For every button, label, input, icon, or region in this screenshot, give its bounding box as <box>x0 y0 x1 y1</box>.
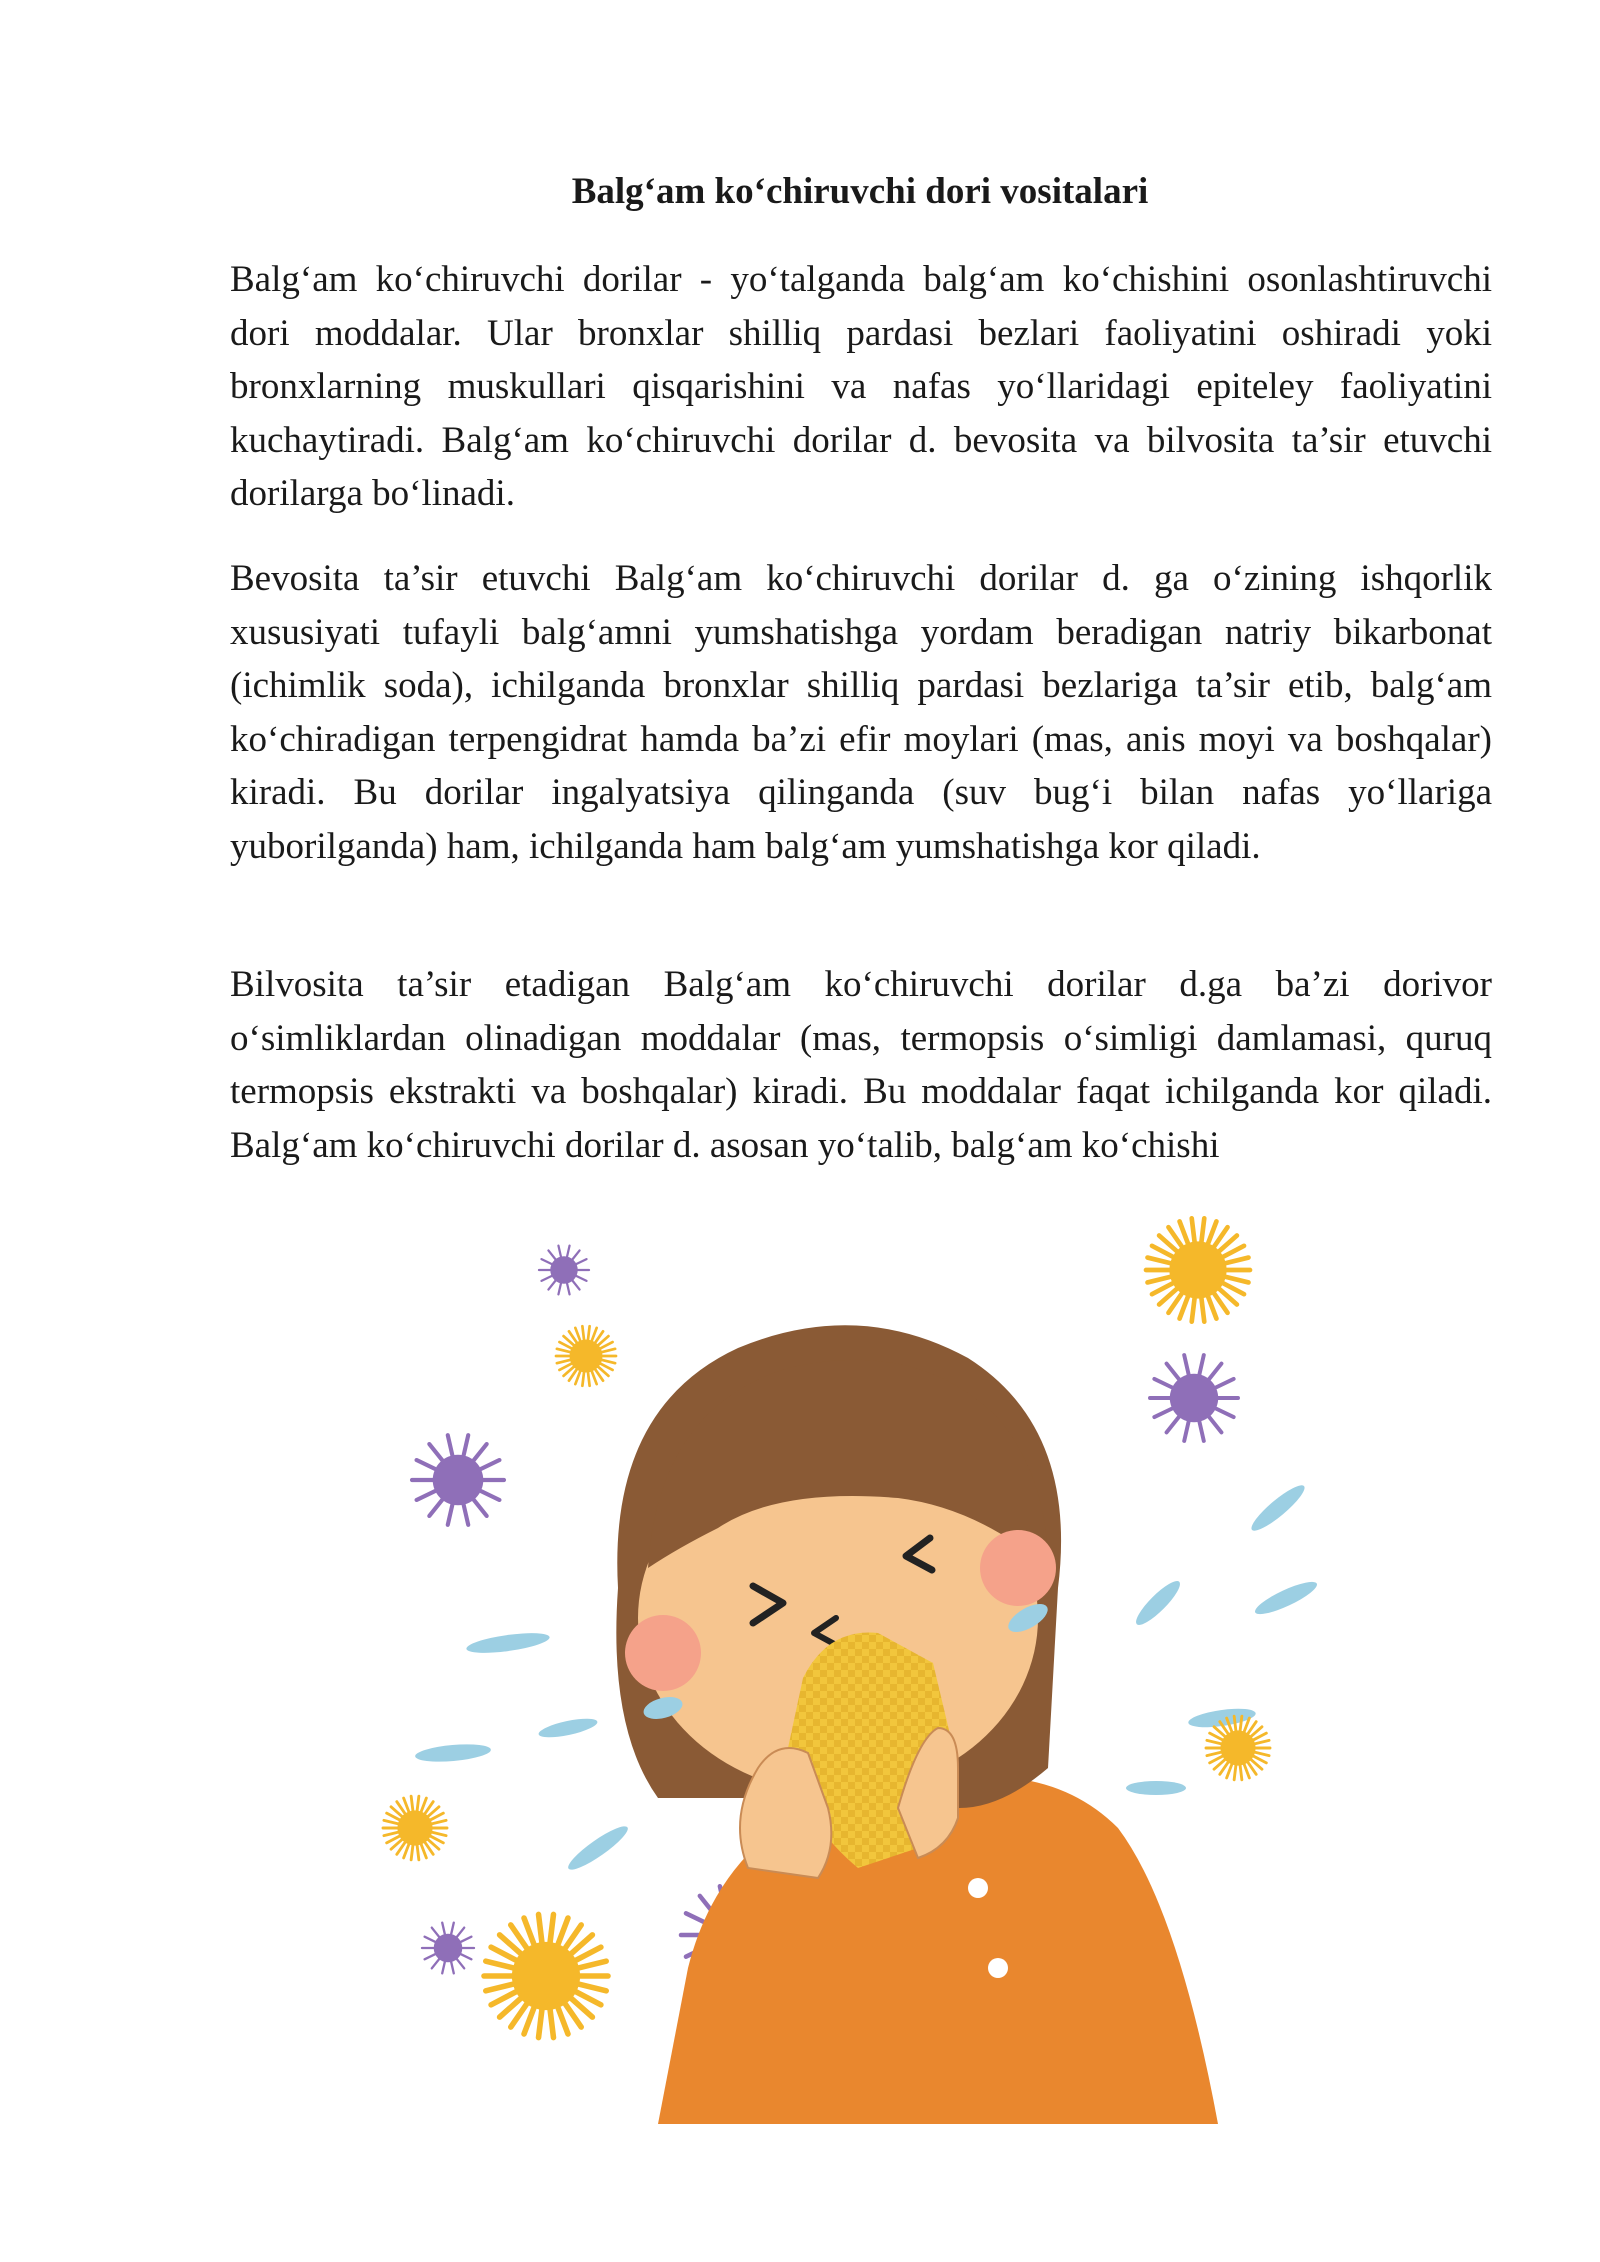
paragraph-2: Bevosita ta’sir etuvchi Balg‘am ko‘chiruvchi dorilar d. ga o‘zining ishqorlik xususiyati tufayli balg‘amni yumshatishga yordam beradigan natriy bikarbonat (ichimlik soda), ichilganda bronxlar shilliq pardasi bezlariga ta’sir etib, balg‘am ko‘chiradigan terpengidrat hamda ba’zi efir moylari (mas, anis moyi va boshqalar) kiradi. Bu dorilar ingalyatsiya qilinganda (suv bug‘i bilan nafas yo‘llariga yuborilganda) ham, ichilganda ham balg‘am yumshatishga kor qiladi. <box>230 558 1492 867</box>
coughing-girl-illustration <box>358 1208 1342 2124</box>
pollen-particle <box>484 1914 608 2037</box>
droplet <box>1247 1480 1309 1536</box>
virus-particle <box>422 1923 474 1974</box>
blush-left <box>625 1615 701 1691</box>
virus-particle <box>1150 1355 1238 1441</box>
shirt-button <box>968 1878 988 1898</box>
pollen-particle <box>1146 1218 1250 1321</box>
droplet <box>564 1821 632 1875</box>
document-title: Balg‘am ko‘chiruvchi dori vositalari <box>571 171 1149 212</box>
paragraph-1: Balg‘am ko‘chiruvchi dorilar - yo‘talganda balg‘am ko‘chishini osonlashtiruvchi dori moddalar. Ular bronxlar shilliq pardasi bezlari faoliyatini oshiradi yoki bronxlarning muskullari qisqarishini va nafas yo‘llaridagi epiteley faoliyatini kuchaytiradi. Balg‘am ko‘chiruvchi dorilar d. bevosita va bilvosita ta’sir etuvchi dorilarga bo‘linadi. <box>230 259 1492 514</box>
blush-right <box>980 1530 1056 1606</box>
droplet <box>537 1715 599 1741</box>
droplet <box>1252 1576 1320 1619</box>
droplet <box>1126 1781 1186 1795</box>
shirt-button <box>988 1958 1008 1978</box>
virus-particle <box>412 1435 504 1525</box>
droplet <box>414 1742 491 1765</box>
paragraph-3: Bilvosita ta’sir etadigan Balg‘am ko‘chiruvchi dorilar d.ga ba’zi dorivor o‘simliklardan olinadigan moddalar (mas, termopsis o‘simligi damlamasi, quruq termopsis ekstrakti va boshqalar) kiradi. Bu moddalar faqat ichilganda kor qiladi. Balg‘am ko‘chiruvchi dorilar d. asosan yo‘talib, balg‘am ko‘chishi <box>230 964 1492 1166</box>
virus-particle <box>539 1246 589 1295</box>
droplet <box>1131 1576 1185 1630</box>
pollen-particle <box>383 1796 447 1860</box>
pollen-particle <box>556 1326 616 1386</box>
droplet <box>465 1629 550 1657</box>
